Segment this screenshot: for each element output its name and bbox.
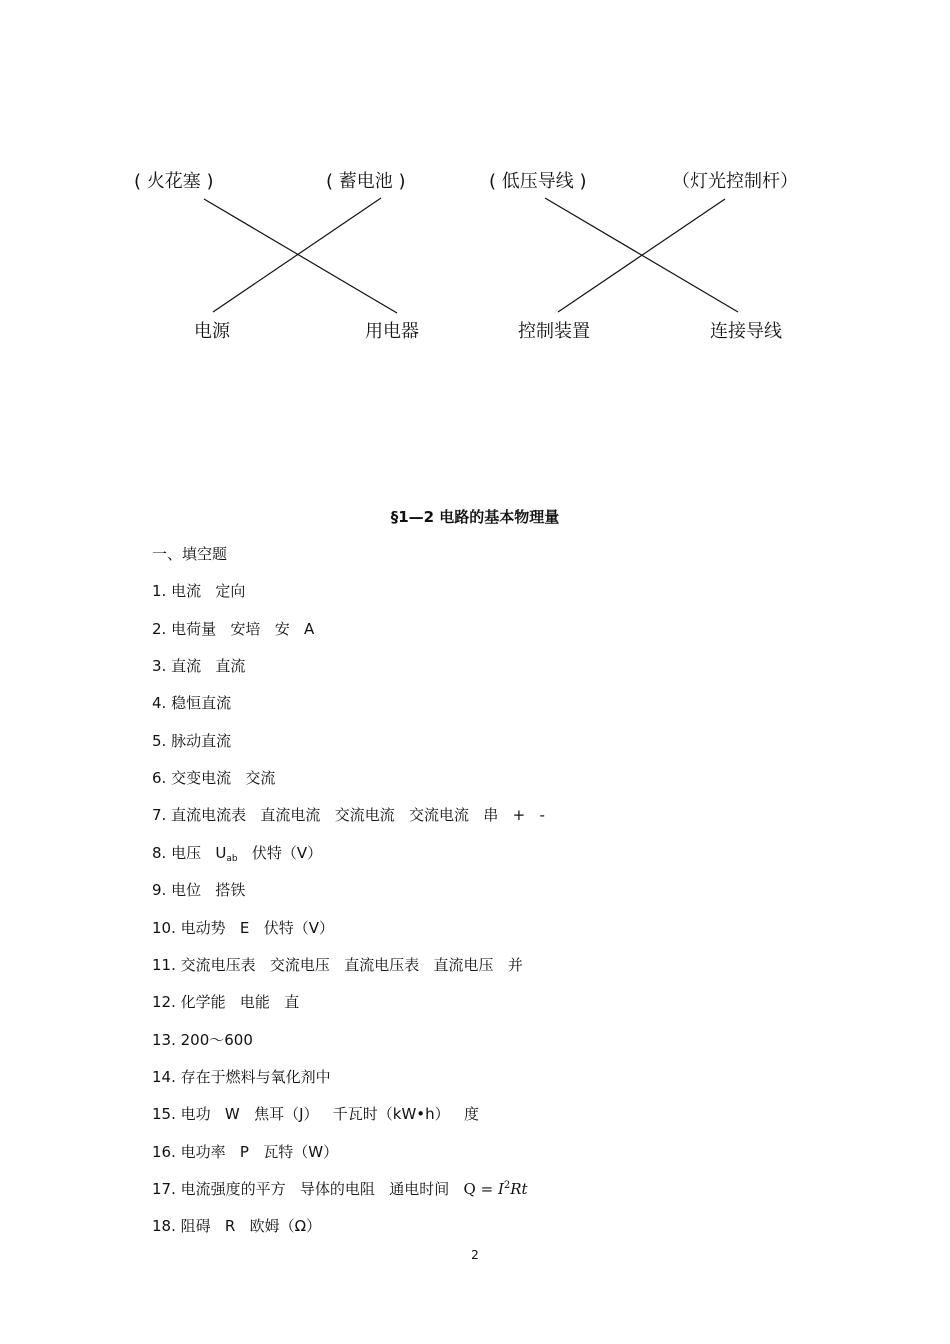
list-item: 13. 200～600 xyxy=(152,1031,253,1049)
match-line xyxy=(204,199,397,313)
list-item: 6. 交变电流 交流 xyxy=(152,769,276,787)
item8-prefix: 8. 电压 U xyxy=(152,844,227,862)
list-item: 16. 电功率 P 瓦特（W） xyxy=(152,1143,339,1161)
joule-formula: $Q = I^2Rt$ xyxy=(463,1180,528,1198)
list-item-8 xyxy=(152,842,322,864)
list-item: 4. 稳恒直流 xyxy=(152,694,232,712)
list-item: 3. 直流 直流 xyxy=(152,657,246,675)
list-item: 18. 阻碍 R 欧姆（Ω） xyxy=(152,1217,322,1235)
section-title: §1—2 电路的基本物理量 xyxy=(390,508,560,526)
bottom-label-load: 用电器 xyxy=(365,321,419,342)
item8-subscript: ab xyxy=(226,854,238,864)
top-label-light-control-lever: （灯光控制杆） xyxy=(672,171,798,192)
list-item: 11. 交流电压表 交流电压 直流电压表 直流电压 并 xyxy=(152,956,523,974)
subheading: 一、填空题 xyxy=(152,545,228,563)
list-item: 7. 直流电流表 直流电流 交流电流 交流电流 串 + - xyxy=(152,806,545,824)
bottom-label-connecting-wire: 连接导线 xyxy=(710,321,782,342)
page-number: 2 xyxy=(471,1248,479,1262)
top-label-spark-plug: ( 火花塞 ) xyxy=(134,171,214,192)
item17-prefix: 17. 电流强度的平方 导体的电阻 通电时间 xyxy=(152,1180,464,1198)
bottom-label-control-device: 控制装置 xyxy=(518,321,590,342)
top-label-low-voltage-wire: ( 低压导线 ) xyxy=(489,171,587,192)
top-label-battery: ( 蓄电池 ) xyxy=(326,171,406,192)
item8-suffix: 伏特（V） xyxy=(237,844,323,862)
match-line xyxy=(558,199,725,312)
list-item: 1. 电流 定向 xyxy=(152,582,246,600)
list-item: 14. 存在于燃料与氧化剂中 xyxy=(152,1068,331,1086)
list-item: 5. 脉动直流 xyxy=(152,732,232,750)
list-item: 12. 化学能 电能 直 xyxy=(152,993,300,1011)
bottom-label-power-source: 电源 xyxy=(194,321,230,342)
list-item: 15. 电功 W 焦耳（J） 千瓦时（kW•h） 度 xyxy=(152,1105,479,1123)
list-item-17 xyxy=(152,1178,528,1199)
list-item: 9. 电位 搭铁 xyxy=(152,881,246,899)
list-item: 2. 电荷量 安培 安 A xyxy=(152,620,315,638)
list-item: 10. 电动势 E 伏特（V） xyxy=(152,919,334,937)
matching-diagram-lines xyxy=(0,0,950,400)
match-line xyxy=(213,198,381,312)
